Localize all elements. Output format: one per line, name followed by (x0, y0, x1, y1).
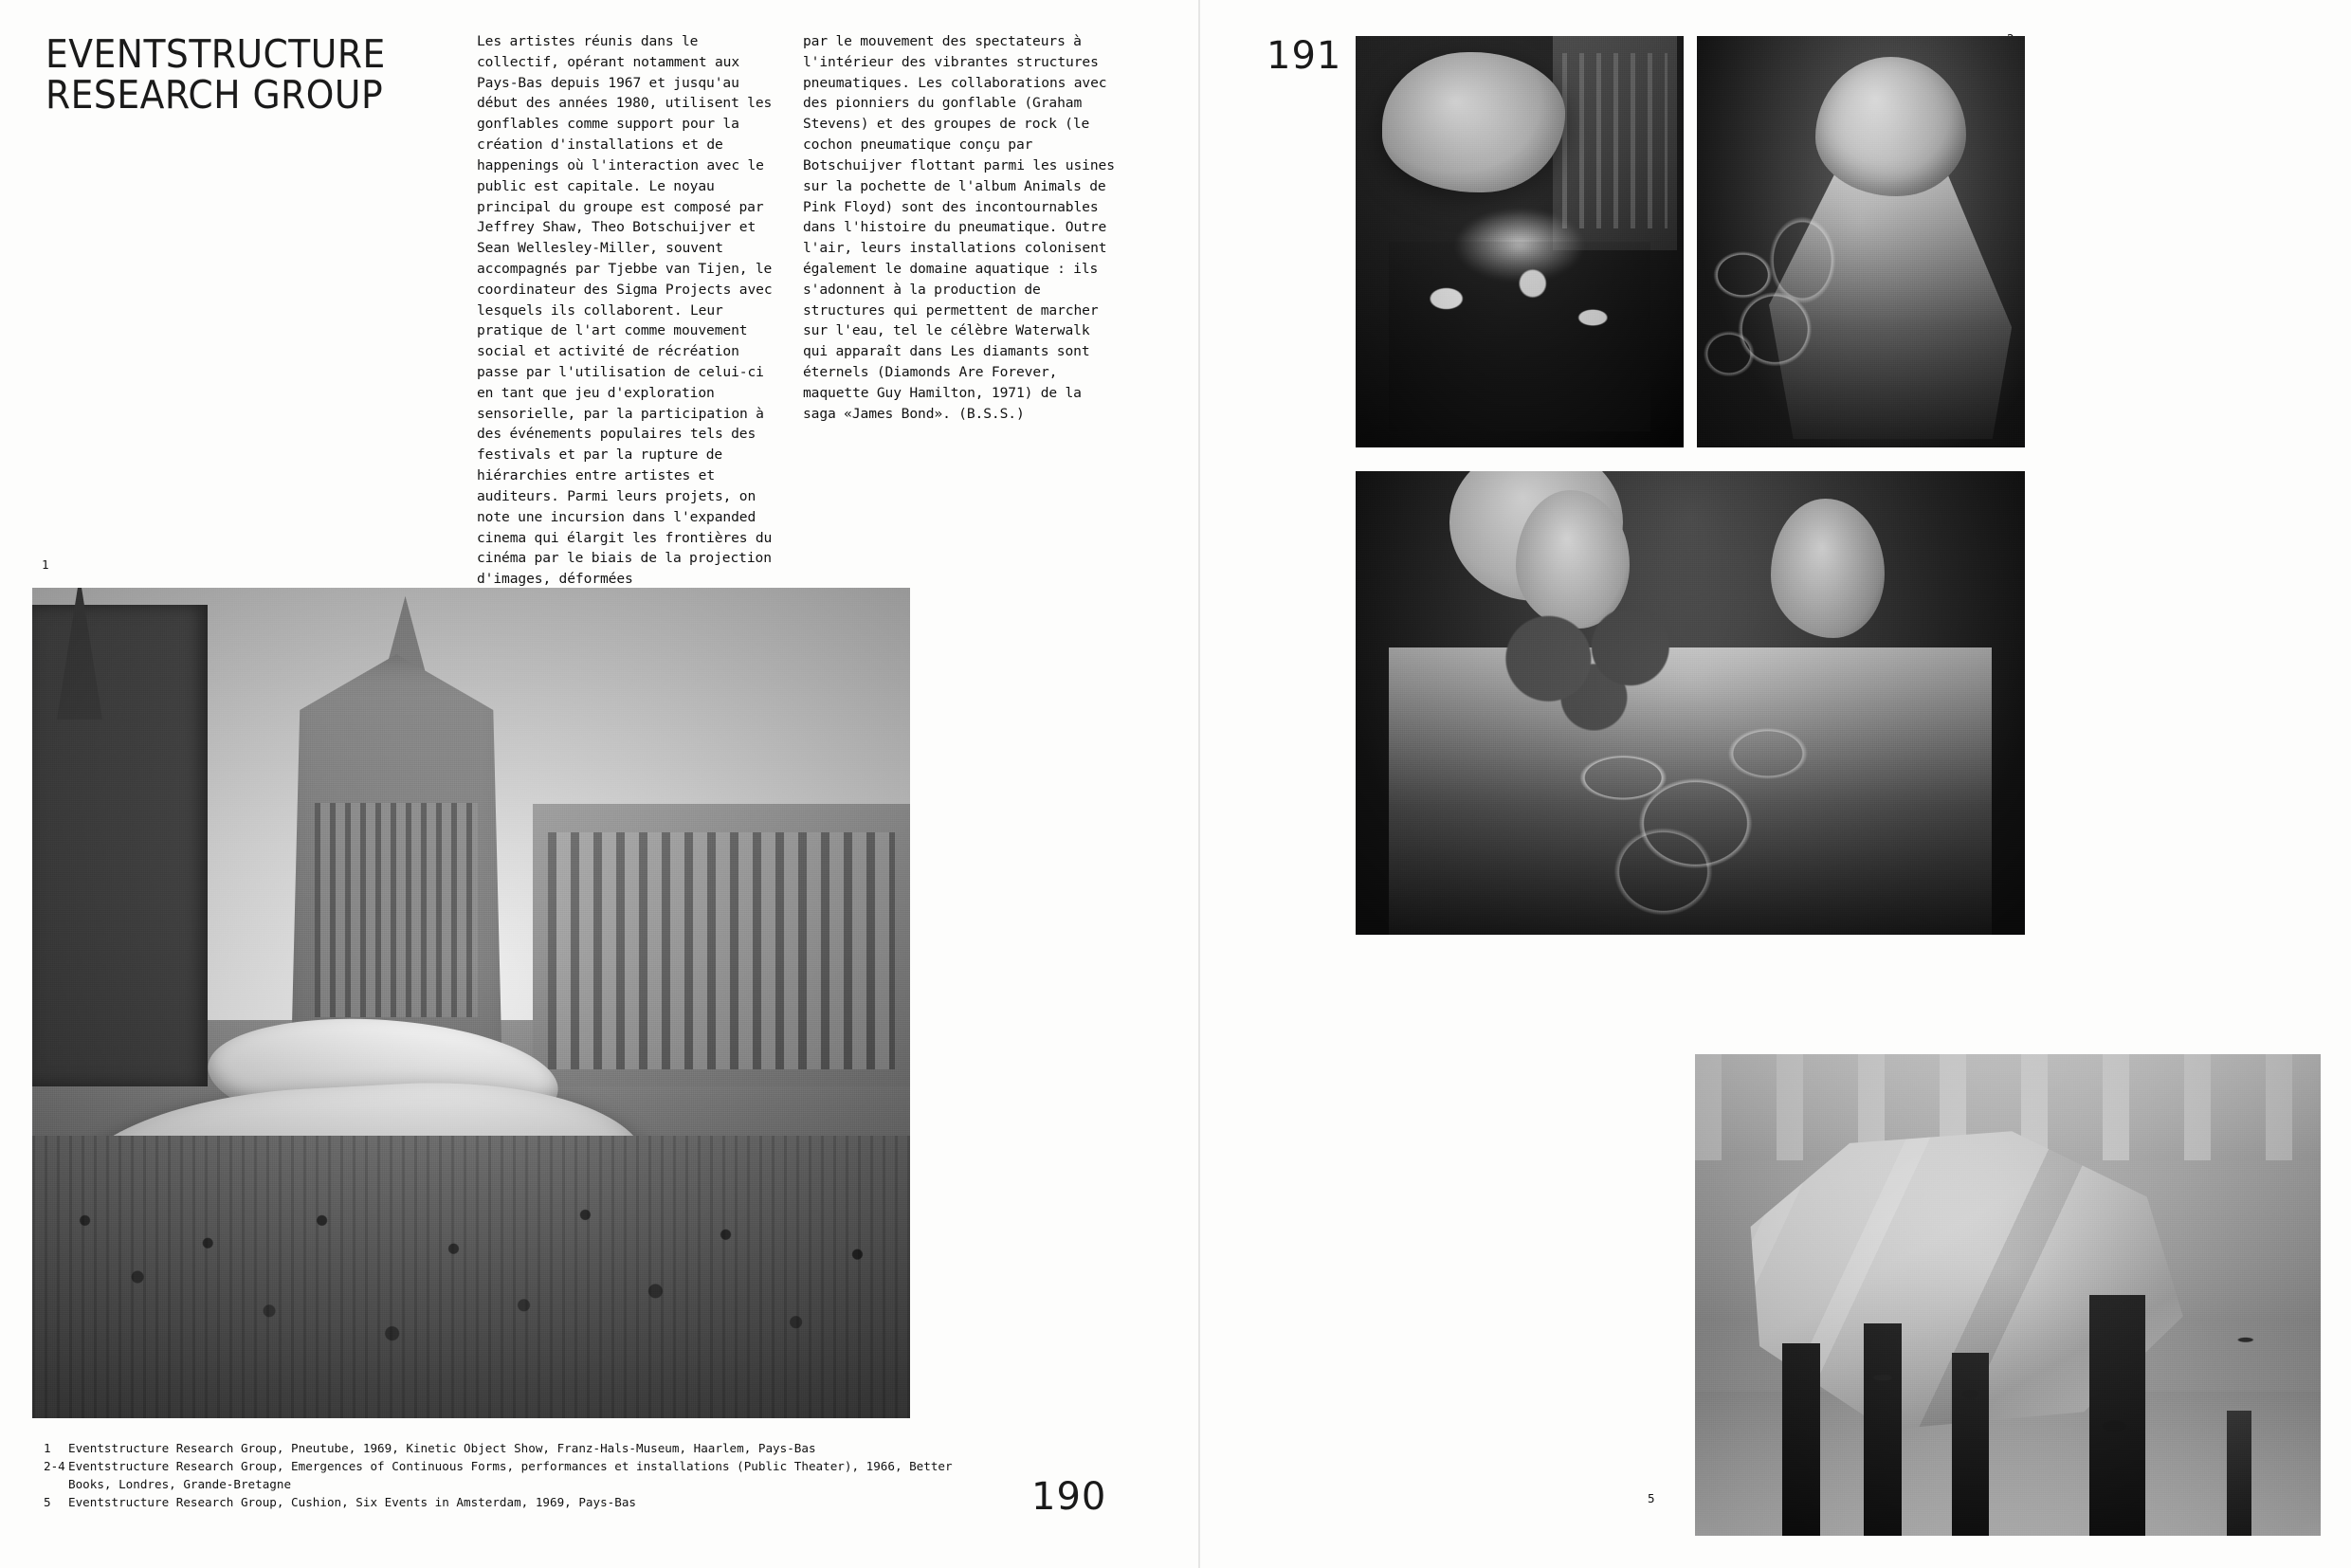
body-column-1: Les artistes réunis dans le collectif, opérant notamment aux Pays-Bas depuis 1967 et jusqu'au début des années 1980, utilisent les gonflables comme support pour la création d'installations et de happenings où l'interaction avec le public est capitale. Le noyau principal du groupe est composé par Jeffrey Shaw, Theo Botschuijver et Sean Wellesley-Miller, souvent accompagnés par Tjebbe van Tijen, le coordinateur des Sigma Projects avec lesquels ils collaborent. Leur pratique de l'art comme mouvement social et activité de récréation passe par l'utilisation de celui-ci en tant que jeu d'exploration sensorielle, par la participation à des événements populaires tels des festivals et par la rupture de hiérarchies entre artistes et auditeurs. Parmi leurs projets, on note une incursion dans l'expanded cinema qui élargit les frontières du cinéma par le biais de la projection d'images, déformées (477, 33, 773, 588)
caption-text-1: Eventstructure Research Group, Pneutube, 1969, Kinetic Object Show, Franz-Hals-Museum, Haarlem, Pays-Bas (68, 1441, 816, 1455)
folio-right: 191 (1267, 34, 1342, 78)
caption-row-1 (44, 1439, 992, 1457)
caption-row-3 (44, 1493, 992, 1511)
page-title (46, 31, 453, 119)
figure-number-1: 1 (42, 557, 49, 572)
page-title-line-1: EVENTSTRUCTURE (46, 31, 386, 77)
photo-performance-night (1356, 36, 1684, 447)
caption-index-2: 2-4 (44, 1459, 65, 1474)
folio-left: 190 (1031, 1475, 1107, 1519)
photo-pneutube (32, 588, 910, 1418)
spread-gutter (1198, 0, 1200, 1568)
body-column-2: par le mouvement des spectateurs à l'intérieur des vibrantes structures pneumatiques. Les collaborations avec des pionniers du gonflable (Graham Stevens) et des groupes de rock (le cochon pneumatique conçu par Botschuijver flottant parmi les usines sur la pochette de l'album Animals de Pink Floyd) sont des incontournables dans l'histoire du pneumatique. Outre l'air, leurs installations colonisent également le domaine aquatique : ils s'adonnent à la production de structures qui permettent de marcher sur l'eau, tel le célèbre Waterwalk qui apparaît dans Les diamants sont éternels (Diamonds Are Forever, maquette Guy Hamilton, 1971) de la saga «James Bond». (B.S.S.) (803, 33, 1115, 422)
caption-index-3: 5 (44, 1495, 51, 1510)
caption-block (44, 1439, 992, 1512)
caption-row-2 (44, 1457, 992, 1493)
page-title-line-2: RESEARCH GROUP (46, 72, 384, 119)
photo-tube-blowers (1356, 471, 2025, 935)
photo-cushion-gallery (1695, 1054, 2321, 1536)
caption-index-1: 1 (44, 1441, 51, 1455)
figure-number-5: 5 (1648, 1491, 1655, 1505)
caption-text-2: Eventstructure Research Group, Emergences of Continuous Forms, performances et installations (Public Theater), 1966, Better Books, Londres, Grande-Bretagne (68, 1459, 953, 1492)
photo-hooded-figure (1697, 36, 2025, 447)
caption-text-3: Eventstructure Research Group, Cushion, Six Events in Amsterdam, 1969, Pays-Bas (68, 1495, 636, 1510)
